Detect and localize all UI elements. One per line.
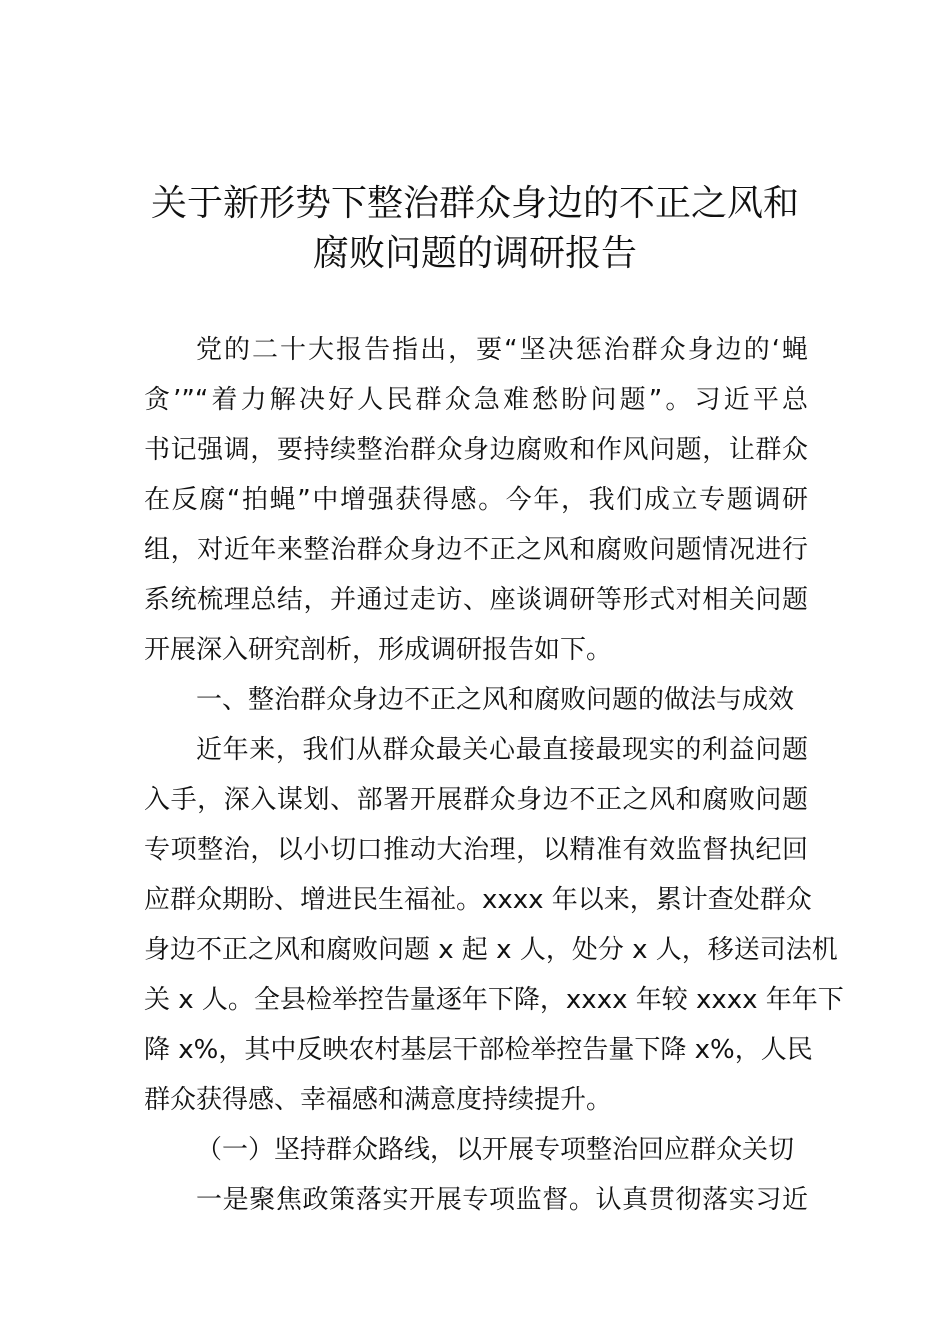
section-heading-1: 一、整治群众身边不正之风和腐败问题的做法与成效 [196, 685, 795, 715]
paragraph-2-line-4: 应群众期盼、增进民生福祉。xxxx 年以来，累计查处群众 [144, 885, 812, 915]
paragraph-1-line-1: 党的二十大报告指出，要“坚决惩治群众身边的‘蝇 [196, 335, 808, 365]
document-title-line-2: 腐败问题的调研报告 [312, 233, 637, 274]
paragraph-2-line-2: 入手，深入谋划、部署开展群众身边不正之风和腐败问题 [144, 785, 808, 815]
paragraph-2-line-5: 身边不正之风和腐败问题 x 起 x 人，处分 x 人，移送司法机 [144, 935, 838, 965]
paragraph-2-line-1: 近年来，我们从群众最关心最直接最现实的利益问题 [196, 735, 808, 765]
paragraph-1-line-6: 系统梳理总结，并通过走访、座谈调研等形式对相关问题 [144, 585, 808, 615]
paragraph-1-line-5: 组，对近年来整治群众身边不正之风和腐败问题情况进行 [144, 535, 808, 565]
paragraph-2-line-6: 关 x 人。全县检举控告量逐年下降，xxxx 年较 xxxx 年年下 [144, 985, 844, 1015]
paragraph-1-line-7: 开展深入研究剖析，形成调研报告如下。 [144, 635, 613, 665]
section-heading-2: （一）坚持群众路线，以开展专项整治回应群众关切 [196, 1135, 795, 1165]
paragraph-2-line-3: 专项整治，以小切口推动大治理，以精准有效监督执纪回 [144, 835, 808, 865]
paragraph-1-line-2: 贪’”“着力解决好人民群众急难愁盼问题”。习近平总 [144, 385, 808, 415]
paragraph-3-line-1: 一是聚焦政策落实开展专项监督。认真贯彻落实习近 [196, 1185, 808, 1215]
paragraph-2-line-8: 群众获得感、幸福感和满意度持续提升。 [144, 1085, 613, 1115]
paragraph-1-line-3: 书记强调，要持续整治群众身边腐败和作风问题，让群众 [144, 435, 808, 465]
document-title-line-1: 关于新形势下整治群众身边的不正之风和 [150, 183, 799, 224]
paragraph-2-line-7: 降 x%，其中反映农村基层干部检举控告量下降 x%，人民 [144, 1035, 813, 1065]
paragraph-1-line-4: 在反腐“拍蝇”中增强获得感。今年，我们成立专题调研 [144, 485, 808, 515]
